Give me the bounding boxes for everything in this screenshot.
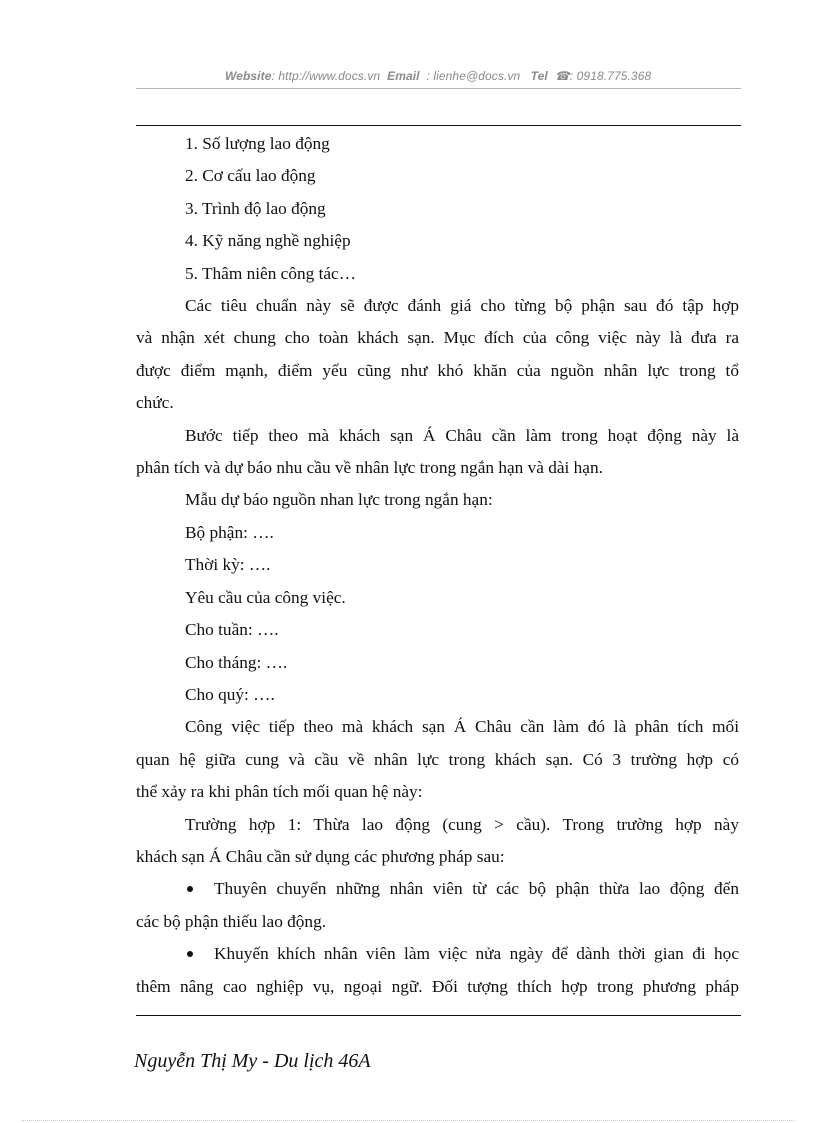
paragraph-line: các bộ phận thiếu lao động. bbox=[136, 911, 327, 931]
forecast-line: Yêu cầu của công việc. bbox=[185, 587, 346, 607]
phone-icon: ☎ bbox=[554, 69, 570, 83]
paragraph-line: thêm nâng cao nghiệp vụ, ngoại ngữ. Đối tượng thích hợp trong phương pháp bbox=[136, 976, 739, 996]
email-value: : lienhe@docs.vn bbox=[426, 69, 521, 83]
bullet-icon bbox=[187, 886, 193, 892]
content-top-rule bbox=[136, 125, 741, 126]
header-divider bbox=[136, 88, 741, 89]
list-item: 5. Thâm niên công tác… bbox=[185, 263, 357, 283]
paragraph-line: được điểm mạnh, điểm yếu cũng như khó khăn của nguồn nhân lực trong tổ bbox=[136, 360, 739, 380]
forecast-line: Bộ phận: …. bbox=[185, 522, 274, 542]
paragraph-line: Công việc tiếp theo mà khách sạn Á Châu cần làm đó là phân tích mối bbox=[185, 717, 739, 737]
paragraph-line: chức. bbox=[136, 393, 174, 413]
paragraph-line: thể xảy ra khi phân tích mối quan hệ này: bbox=[136, 782, 423, 802]
footer-author: Nguyễn Thị My - Du lịch 46A bbox=[134, 1050, 371, 1072]
forecast-line: Mẫu dự báo nguồn nhan lực trong ngắn hạn: bbox=[185, 490, 493, 510]
forecast-line: Thời kỳ: …. bbox=[185, 555, 271, 575]
list-item: 1. Số lượng lao động bbox=[185, 134, 330, 153]
bullet-icon bbox=[187, 951, 193, 957]
paragraph-line: Bước tiếp theo mà khách sạn Á Châu cần làm trong hoạt động này là bbox=[185, 425, 739, 445]
list-item: 2. Cơ cấu lao động bbox=[185, 166, 316, 186]
tel-label: Tel bbox=[530, 69, 548, 83]
forecast-line: Cho tuần: …. bbox=[185, 620, 279, 640]
website-label: Website bbox=[225, 69, 272, 83]
list-item: 4. Kỹ năng nghề nghiệp bbox=[185, 231, 351, 251]
bullet-item: Thuyên chuyển những nhân viên từ các bộ phận thừa lao động đến bbox=[136, 873, 739, 905]
page-header bbox=[225, 69, 651, 83]
bullet-item: Khuyến khích nhân viên làm việc nửa ngày để dành thời gian đi học bbox=[136, 938, 739, 970]
forecast-line: Cho quý: …. bbox=[185, 684, 275, 704]
list-item: 3. Trình độ lao động bbox=[185, 198, 326, 218]
website-value: : http://www.docs.vn bbox=[271, 69, 381, 83]
footer-rule bbox=[136, 1015, 741, 1016]
paragraph-line: Trường hợp 1: Thừa lao động (cung > cầu). Trong trường hợp này bbox=[185, 814, 739, 834]
page-border-bottom bbox=[22, 1120, 794, 1121]
paragraph-line: Các tiêu chuẩn này sẽ được đánh giá cho từng bộ phận sau đó tập hợp bbox=[185, 296, 739, 316]
paragraph-line: khách sạn Á Châu cần sử dụng các phương pháp sau: bbox=[136, 846, 505, 866]
document-body bbox=[136, 128, 739, 1003]
paragraph-line: quan hệ giữa cung và cầu về nhân lực trong khách sạn. Có 3 trường hợp có bbox=[136, 749, 739, 769]
email-label: Email bbox=[387, 69, 420, 83]
forecast-line: Cho tháng: …. bbox=[185, 652, 288, 672]
paragraph-line: và nhận xét chung cho toàn khách sạn. Mục đích của công việc này là đưa ra bbox=[136, 328, 739, 348]
paragraph-line: phân tích và dự báo nhu cầu về nhân lực trong ngắn hạn và dài hạn. bbox=[136, 458, 603, 478]
tel-value: : 0918.775.368 bbox=[569, 69, 652, 83]
